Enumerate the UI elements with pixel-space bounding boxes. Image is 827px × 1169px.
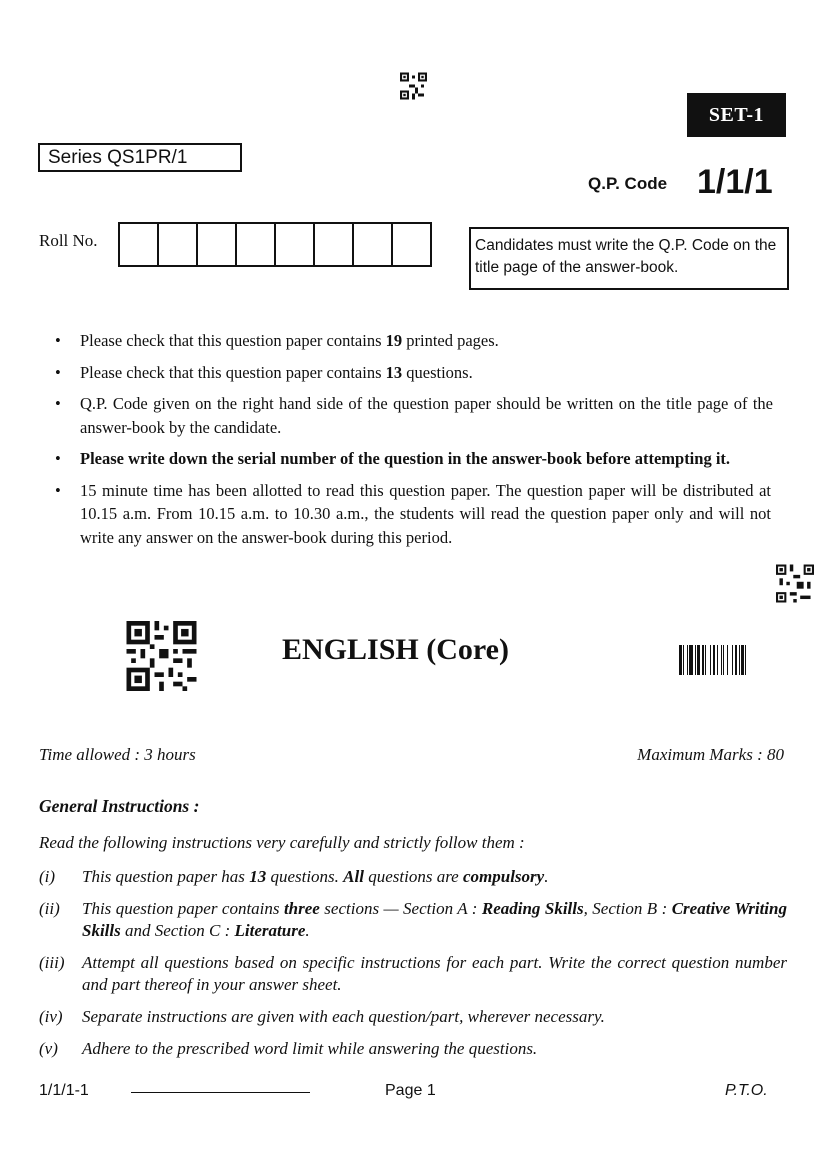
instruction-number: (ii) xyxy=(39,899,60,918)
footer-code: 1/1/1-1 xyxy=(39,1082,89,1099)
roll-number-boxes[interactable] xyxy=(118,222,432,267)
roll-box[interactable] xyxy=(237,224,276,265)
roll-number-label: Roll No. xyxy=(39,231,98,250)
instruction-item xyxy=(39,952,787,996)
main-qr-code-icon xyxy=(126,621,197,691)
series-label: Series QS1PR/1 xyxy=(38,143,242,172)
preliminary-checklist xyxy=(55,329,773,557)
general-instructions-list xyxy=(39,866,787,1070)
bullet-text-pre: Q.P. Code given on the right hand side of the question paper should be written on the title page of the answer-book by the candidate. xyxy=(80,394,773,437)
instruction-item xyxy=(39,1006,787,1028)
instruction-number: (iii) xyxy=(39,953,65,972)
instruction-number: (v) xyxy=(39,1039,58,1058)
bullet-text-pre: 15 minute time has been allotted to read this question paper. The question paper will be distributed at 10.15 a.m. From 10.15 a.m. to 10.30 a.m., the students will read the question paper only and will not write any answer on the answer-book during this period. xyxy=(80,480,771,547)
maximum-marks: Maximum Marks : 80 xyxy=(637,745,784,764)
roll-box[interactable] xyxy=(120,224,159,265)
checklist-item xyxy=(55,392,773,439)
qp-code-label: Q.P. Code xyxy=(588,174,668,193)
barcode-icon xyxy=(679,645,781,675)
instruction-item xyxy=(39,866,787,888)
instruction-item xyxy=(39,1038,787,1060)
candidate-note: Candidates must write the Q.P. Code on the title page of the answer-book. xyxy=(469,227,789,290)
subject-title xyxy=(282,633,509,667)
bullet-text-pre: Please check that this question paper contains xyxy=(80,331,386,350)
general-instructions-title: General Instructions : xyxy=(39,796,200,816)
general-instructions-intro: Read the following instructions very carefully and strictly follow them : xyxy=(39,833,525,852)
qp-code-value: 1/1/1 xyxy=(697,163,773,201)
instruction-number: (i) xyxy=(39,867,56,886)
instruction-item xyxy=(39,898,787,942)
top-qr-code-icon xyxy=(400,72,427,100)
checklist-item xyxy=(55,479,773,550)
checklist-item xyxy=(55,447,773,471)
bullet-text-post: questions. xyxy=(402,362,473,382)
instruction-text: Adhere to the prescribed word limit while answering the questions. xyxy=(82,1039,538,1058)
checklist-item xyxy=(55,361,773,385)
subject-name: ENGLISH xyxy=(282,633,419,666)
instruction-text: This question paper contains three sections — Section A : Reading Skills, Section B : Creative Writing Skills and Section C : Literature. xyxy=(82,899,787,940)
footer-page-number: Page 1 xyxy=(385,1082,436,1099)
instruction-number: (iv) xyxy=(39,1007,63,1026)
bullet-text-bold: Please write down the serial number of the question in the answer-book before attempting it. xyxy=(80,449,731,468)
roll-box[interactable] xyxy=(393,224,430,265)
time-allowed: Time allowed : 3 hours xyxy=(39,745,196,764)
roll-box[interactable] xyxy=(198,224,237,265)
roll-box[interactable] xyxy=(315,224,354,265)
instruction-text: This question paper has 13 questions. All questions are compulsory. xyxy=(82,867,549,886)
footer-divider xyxy=(131,1092,310,1093)
checklist-item xyxy=(55,329,773,353)
roll-box[interactable] xyxy=(159,224,198,265)
side-qr-code-icon xyxy=(776,564,814,603)
bullet-text-pre: Please check that this question paper contains xyxy=(80,362,386,382)
instruction-text: Attempt all questions based on specific instructions for each part. Write the correct question number and part thereof in your answer sheet. xyxy=(82,953,787,994)
bullet-text-bold: 13 xyxy=(385,362,403,382)
footer-pto: P.T.O. xyxy=(725,1082,768,1099)
instruction-text: Separate instructions are given with each question/part, wherever necessary. xyxy=(82,1007,605,1026)
bullet-text-bold: 19 xyxy=(385,331,403,350)
bullet-text-post: printed pages. xyxy=(402,331,499,350)
subject-variant: (Core) xyxy=(426,633,509,666)
roll-box[interactable] xyxy=(354,224,393,265)
barcode-bar xyxy=(746,645,749,675)
roll-box[interactable] xyxy=(276,224,315,265)
set-label: SET-1 xyxy=(687,93,786,137)
